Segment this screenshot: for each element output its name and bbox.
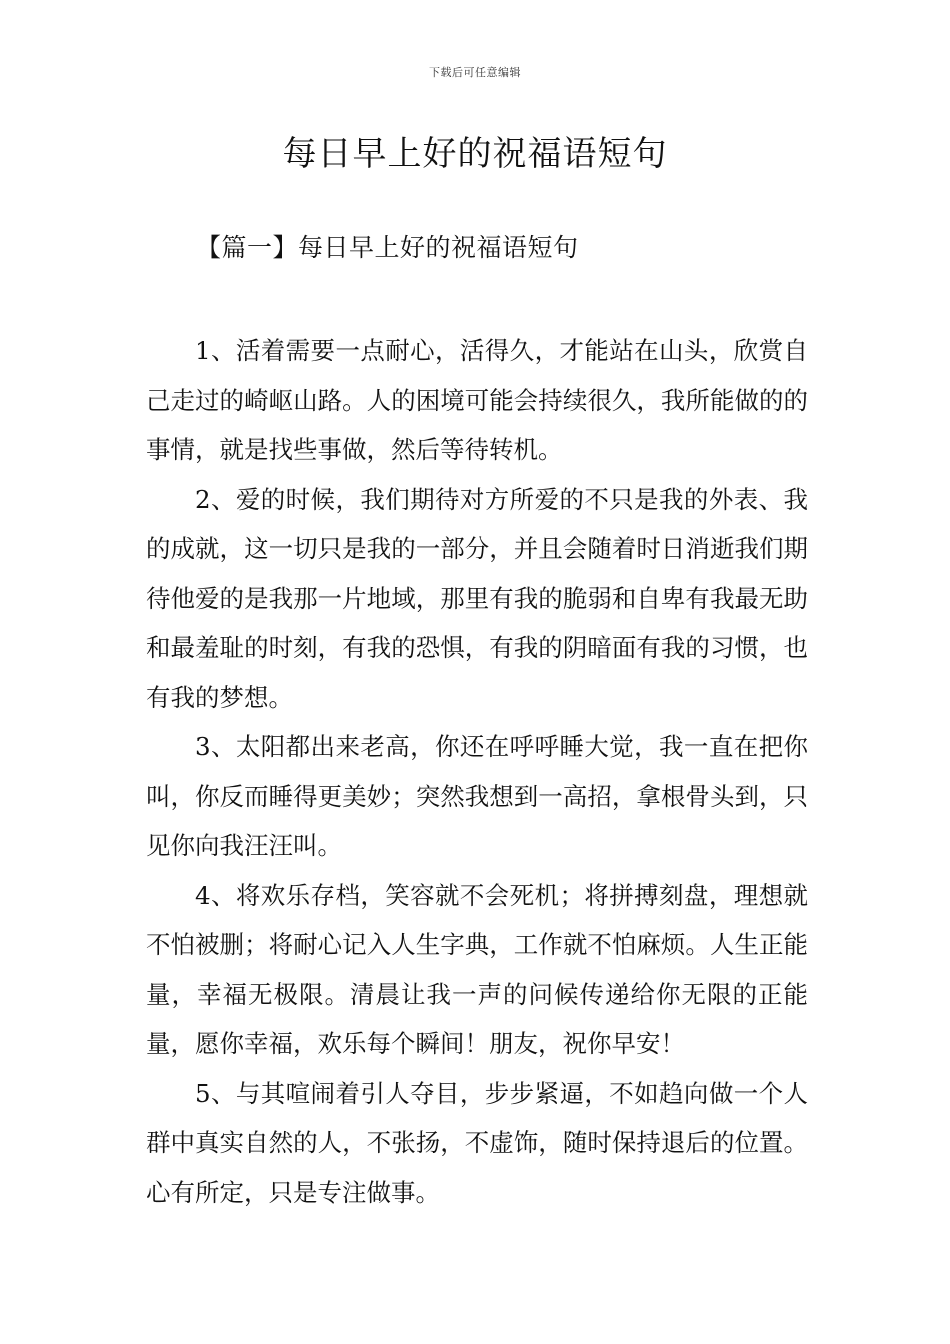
paragraph-4: 4、将欢乐存档，笑容就不会死机；将拼搏刻盘，理想就不怕被删；将耐心记入人生字典，工作就不怕麻烦。人生正能量，幸福无极限。清晨让我一声的问候传递给你无限的正能量，愿你幸福，欢乐每个瞬间！朋友，祝你早安！ (146, 880, 808, 1058)
section-heading: 【篇一】每日早上好的祝福语短句 (196, 233, 579, 262)
paragraph-1: 1、活着需要一点耐心，活得久，才能站在山头，欣赏自己走过的崎岖山路。人的困境可能会持续很久，我所能做的的事情，就是找些事做，然后等待转机。 (146, 336, 808, 464)
body-text (146, 326, 808, 1217)
document-title: 每日早上好的祝福语短句 (282, 134, 668, 174)
paragraph-5: 5、与其喧闹着引人夺目，步步紧逼，不如趋向做一个人群中真实自然的人，不张扬，不虚饰，随时保持退后的位置。心有所定，只是专注做事。 (146, 1078, 808, 1207)
paragraph-3: 3、太阳都出来老高，你还在呼呼睡大觉，我一直在把你叫，你反而睡得更美妙；突然我想到一高招，拿根骨头到，只见你向我汪汪叫。 (146, 732, 808, 860)
paragraph-2: 2、爱的时候，我们期待对方所爱的不只是我的外表、我的成就，这一切只是我的一部分，并且会随着时日消逝我们期待他爱的是我那一片地域，那里有我的脆弱和自卑有我最无助和最羞耻的时刻，有我的恐惧，有我的阴暗面有我的习惯，也有我的梦想。 (146, 484, 808, 712)
header-note: 下载后可任意编辑 (429, 66, 521, 79)
